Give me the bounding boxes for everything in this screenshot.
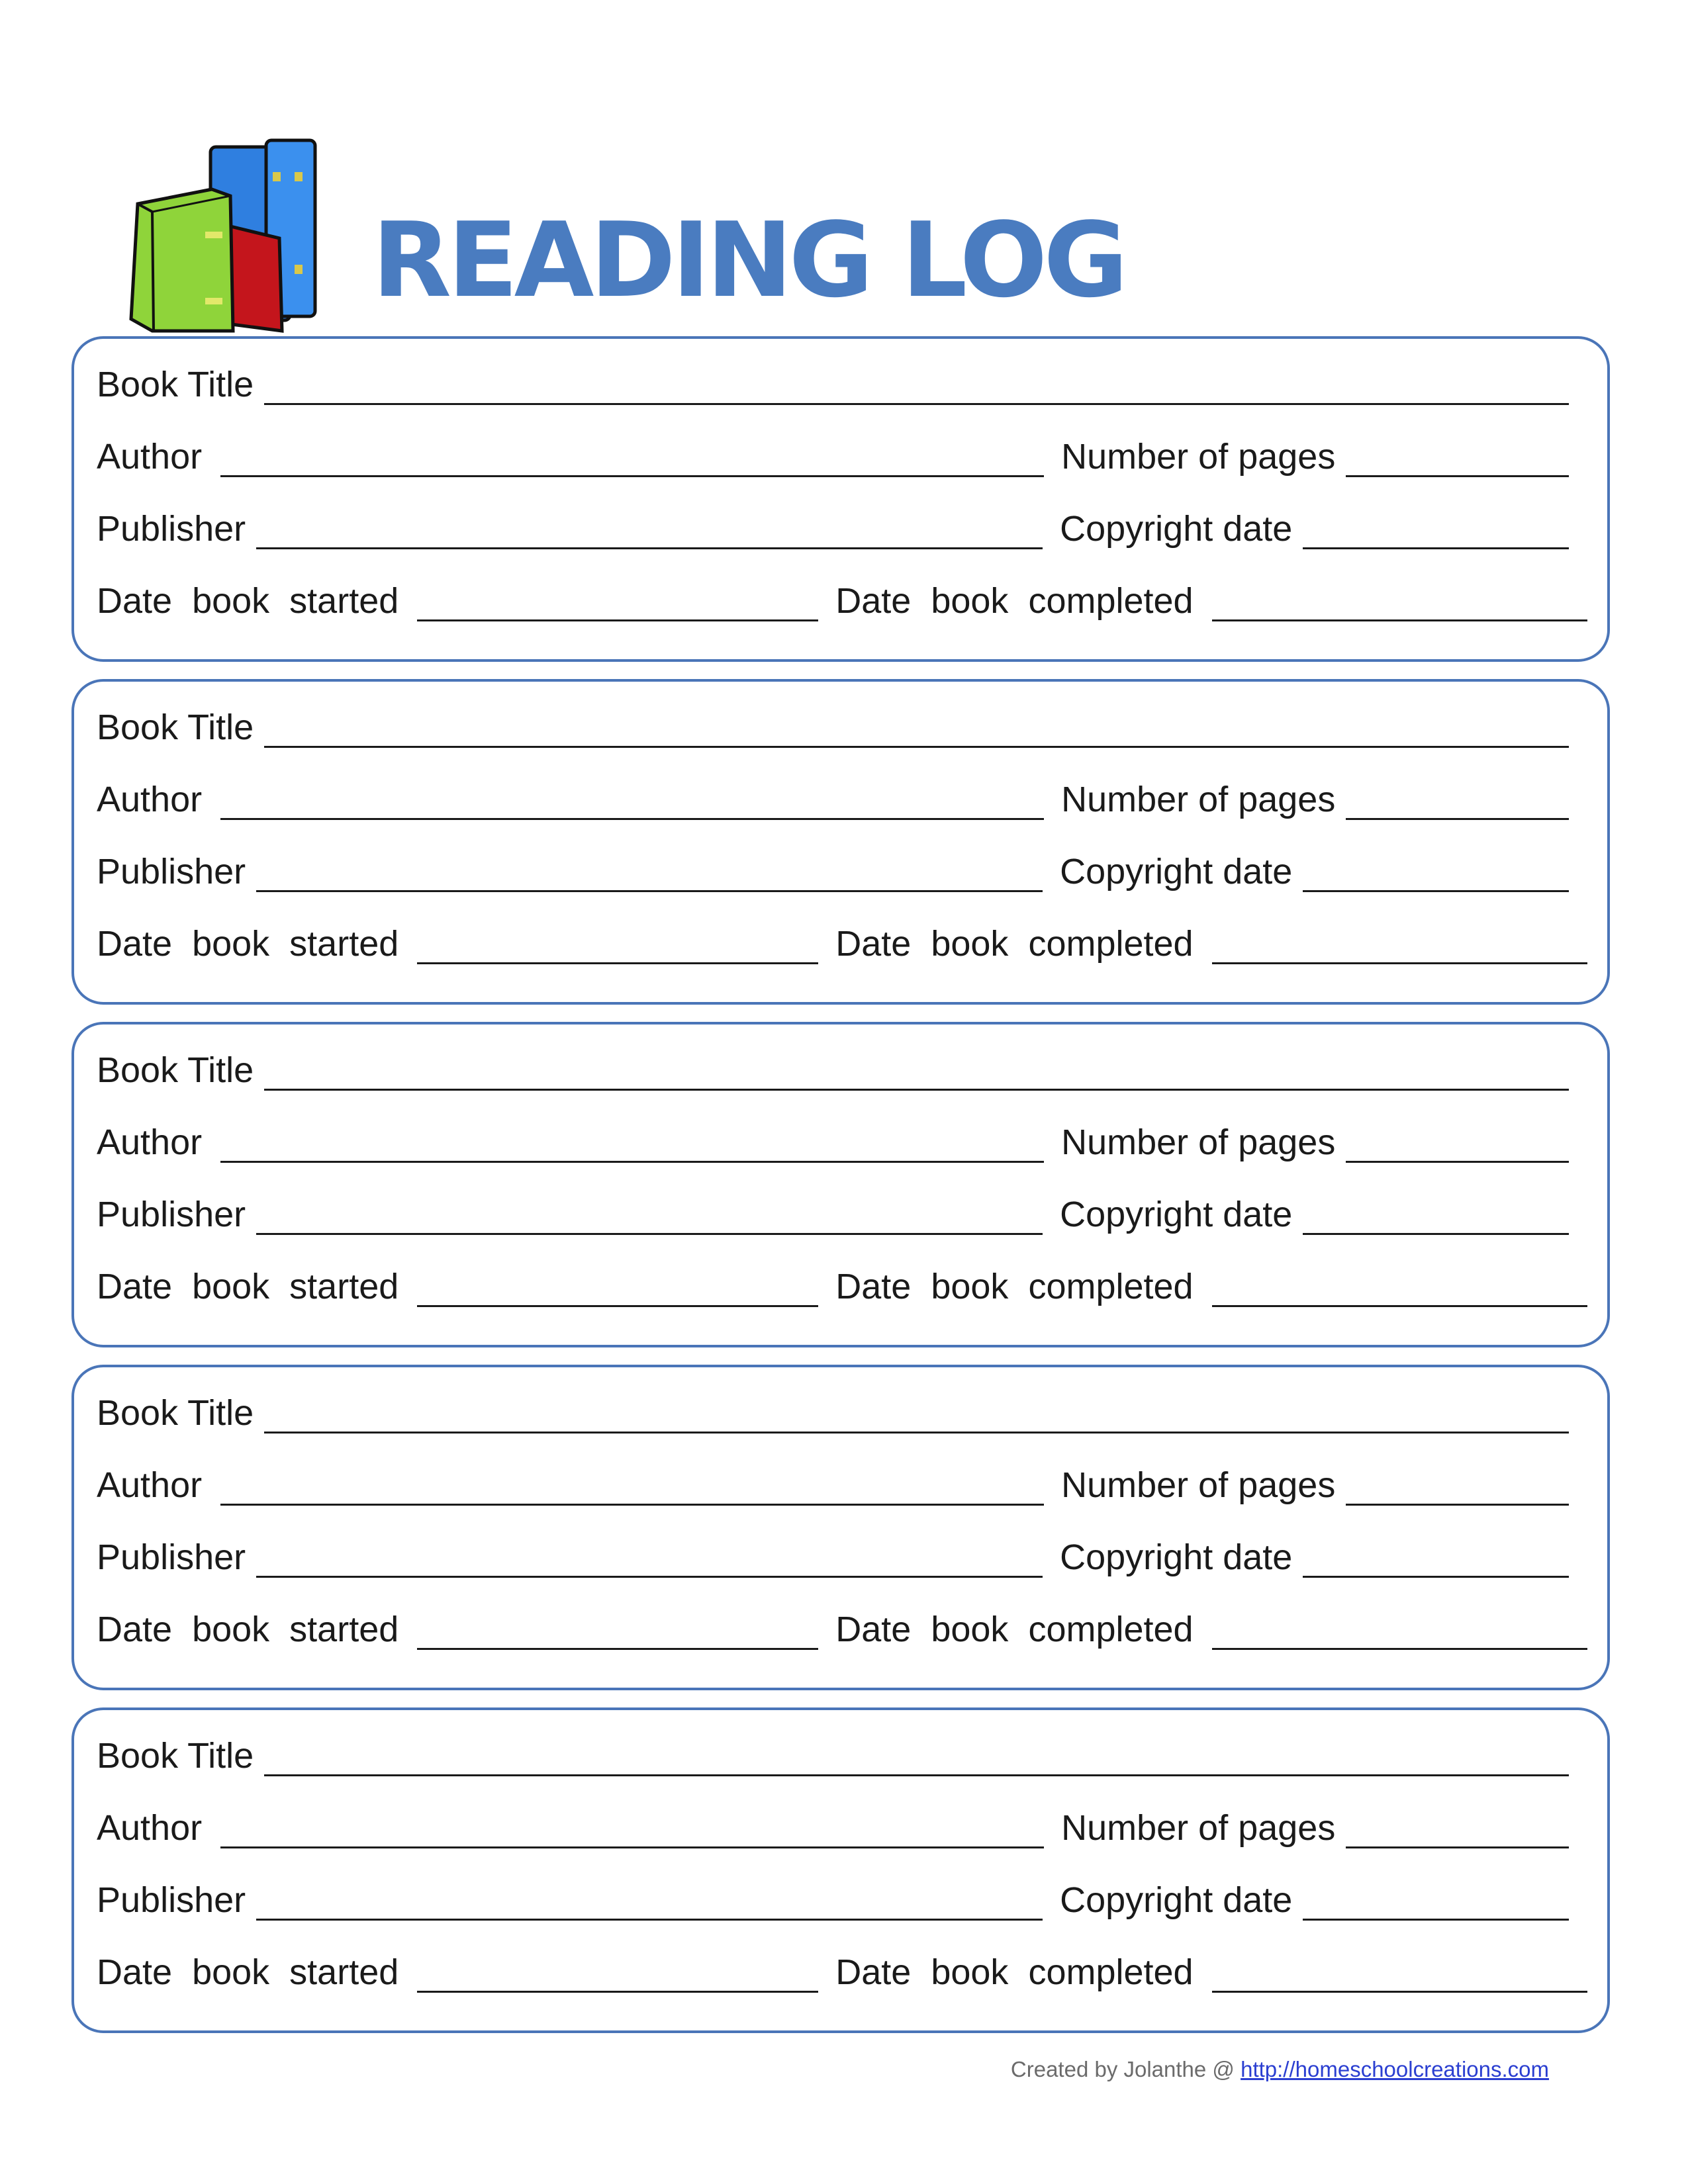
author-label: Author bbox=[97, 780, 203, 819]
started-field[interactable] bbox=[417, 1305, 818, 1307]
publisher-label: Publisher bbox=[97, 1195, 246, 1234]
pages-label: Number of pages bbox=[1061, 437, 1336, 477]
dates-row bbox=[97, 1953, 1587, 1993]
books-illustration bbox=[126, 132, 351, 338]
started-label: Date book started bbox=[97, 581, 399, 621]
author-row bbox=[97, 1123, 1587, 1163]
publisher-field[interactable] bbox=[256, 890, 1043, 892]
copyright-field[interactable] bbox=[1303, 1919, 1569, 1921]
header bbox=[126, 132, 1125, 338]
pages-label: Number of pages bbox=[1061, 1465, 1336, 1505]
book-title-label: Book Title bbox=[97, 1050, 254, 1090]
started-field[interactable] bbox=[417, 962, 818, 964]
dates-row bbox=[97, 925, 1587, 964]
log-entry bbox=[71, 1022, 1610, 1347]
book-title-label: Book Title bbox=[97, 707, 254, 747]
pages-label: Number of pages bbox=[1061, 780, 1336, 819]
completed-label: Date book completed bbox=[835, 1610, 1194, 1649]
author-label: Author bbox=[97, 437, 203, 477]
log-entry bbox=[71, 1365, 1610, 1690]
book-title-row bbox=[97, 1737, 1587, 1776]
pages-field[interactable] bbox=[1346, 475, 1569, 477]
publisher-label: Publisher bbox=[97, 1537, 246, 1577]
book-title-label: Book Title bbox=[97, 1736, 254, 1776]
author-field[interactable] bbox=[220, 1846, 1044, 1848]
completed-field[interactable] bbox=[1212, 1991, 1587, 1993]
book-title-field[interactable] bbox=[264, 1089, 1569, 1091]
author-row bbox=[97, 1466, 1587, 1506]
started-label: Date book started bbox=[97, 924, 399, 964]
publisher-field[interactable] bbox=[256, 1233, 1043, 1235]
dates-row bbox=[97, 1610, 1587, 1650]
publisher-row bbox=[97, 1538, 1587, 1578]
author-label: Author bbox=[97, 1808, 203, 1848]
log-entry bbox=[71, 1707, 1610, 2033]
book-title-row bbox=[97, 1051, 1587, 1091]
pages-field[interactable] bbox=[1346, 818, 1569, 820]
pages-label: Number of pages bbox=[1061, 1808, 1336, 1848]
author-field[interactable] bbox=[220, 1161, 1044, 1163]
completed-field[interactable] bbox=[1212, 1648, 1587, 1650]
publisher-row bbox=[97, 510, 1587, 549]
author-label: Author bbox=[97, 1122, 203, 1162]
log-entry bbox=[71, 679, 1610, 1005]
dates-row bbox=[97, 582, 1587, 621]
copyright-label: Copyright date bbox=[1060, 1880, 1293, 1920]
copyright-field[interactable] bbox=[1303, 547, 1569, 549]
book-title-field[interactable] bbox=[264, 1774, 1569, 1776]
started-label: Date book started bbox=[97, 1952, 399, 1992]
book-title-row bbox=[97, 365, 1587, 405]
copyright-label: Copyright date bbox=[1060, 1537, 1293, 1577]
completed-field[interactable] bbox=[1212, 1305, 1587, 1307]
copyright-field[interactable] bbox=[1303, 1576, 1569, 1578]
publisher-row bbox=[97, 852, 1587, 892]
author-row bbox=[97, 437, 1587, 477]
publisher-row bbox=[97, 1881, 1587, 1921]
completed-label: Date book completed bbox=[835, 924, 1194, 964]
copyright-field[interactable] bbox=[1303, 890, 1569, 892]
footer-link[interactable]: http://homeschoolcreations.com bbox=[1241, 2057, 1549, 2081]
book-title-row bbox=[97, 708, 1587, 748]
started-field[interactable] bbox=[417, 1991, 818, 1993]
pages-field[interactable] bbox=[1346, 1504, 1569, 1506]
copyright-label: Copyright date bbox=[1060, 509, 1293, 549]
author-label: Author bbox=[97, 1465, 203, 1505]
book-title-label: Book Title bbox=[97, 365, 254, 404]
footer-credit bbox=[1011, 2057, 1549, 2082]
pages-field[interactable] bbox=[1346, 1846, 1569, 1848]
log-entry bbox=[71, 336, 1610, 662]
book-title-field[interactable] bbox=[264, 1432, 1569, 1433]
completed-label: Date book completed bbox=[835, 581, 1194, 621]
book-title-field[interactable] bbox=[264, 746, 1569, 748]
pages-label: Number of pages bbox=[1061, 1122, 1336, 1162]
completed-label: Date book completed bbox=[835, 1952, 1194, 1992]
started-label: Date book started bbox=[97, 1610, 399, 1649]
publisher-label: Publisher bbox=[97, 852, 246, 891]
author-row bbox=[97, 780, 1587, 820]
book-title-field[interactable] bbox=[264, 403, 1569, 405]
copyright-field[interactable] bbox=[1303, 1233, 1569, 1235]
started-field[interactable] bbox=[417, 619, 818, 621]
started-field[interactable] bbox=[417, 1648, 818, 1650]
book-title-row bbox=[97, 1394, 1587, 1433]
copyright-label: Copyright date bbox=[1060, 852, 1293, 891]
author-row bbox=[97, 1809, 1587, 1848]
completed-label: Date book completed bbox=[835, 1267, 1194, 1306]
completed-field[interactable] bbox=[1212, 962, 1587, 964]
author-field[interactable] bbox=[220, 475, 1044, 477]
publisher-field[interactable] bbox=[256, 1576, 1043, 1578]
publisher-label: Publisher bbox=[97, 509, 246, 549]
publisher-label: Publisher bbox=[97, 1880, 246, 1920]
dates-row bbox=[97, 1267, 1587, 1307]
page-title: READING LOG bbox=[372, 200, 1125, 320]
started-label: Date book started bbox=[97, 1267, 399, 1306]
author-field[interactable] bbox=[220, 818, 1044, 820]
copyright-label: Copyright date bbox=[1060, 1195, 1293, 1234]
publisher-row bbox=[97, 1195, 1587, 1235]
book-title-label: Book Title bbox=[97, 1393, 254, 1433]
author-field[interactable] bbox=[220, 1504, 1044, 1506]
publisher-field[interactable] bbox=[256, 1919, 1043, 1921]
footer-credit-text: Created by Jolanthe @ bbox=[1010, 2057, 1241, 2081]
publisher-field[interactable] bbox=[256, 547, 1043, 549]
completed-field[interactable] bbox=[1212, 619, 1587, 621]
pages-field[interactable] bbox=[1346, 1161, 1569, 1163]
